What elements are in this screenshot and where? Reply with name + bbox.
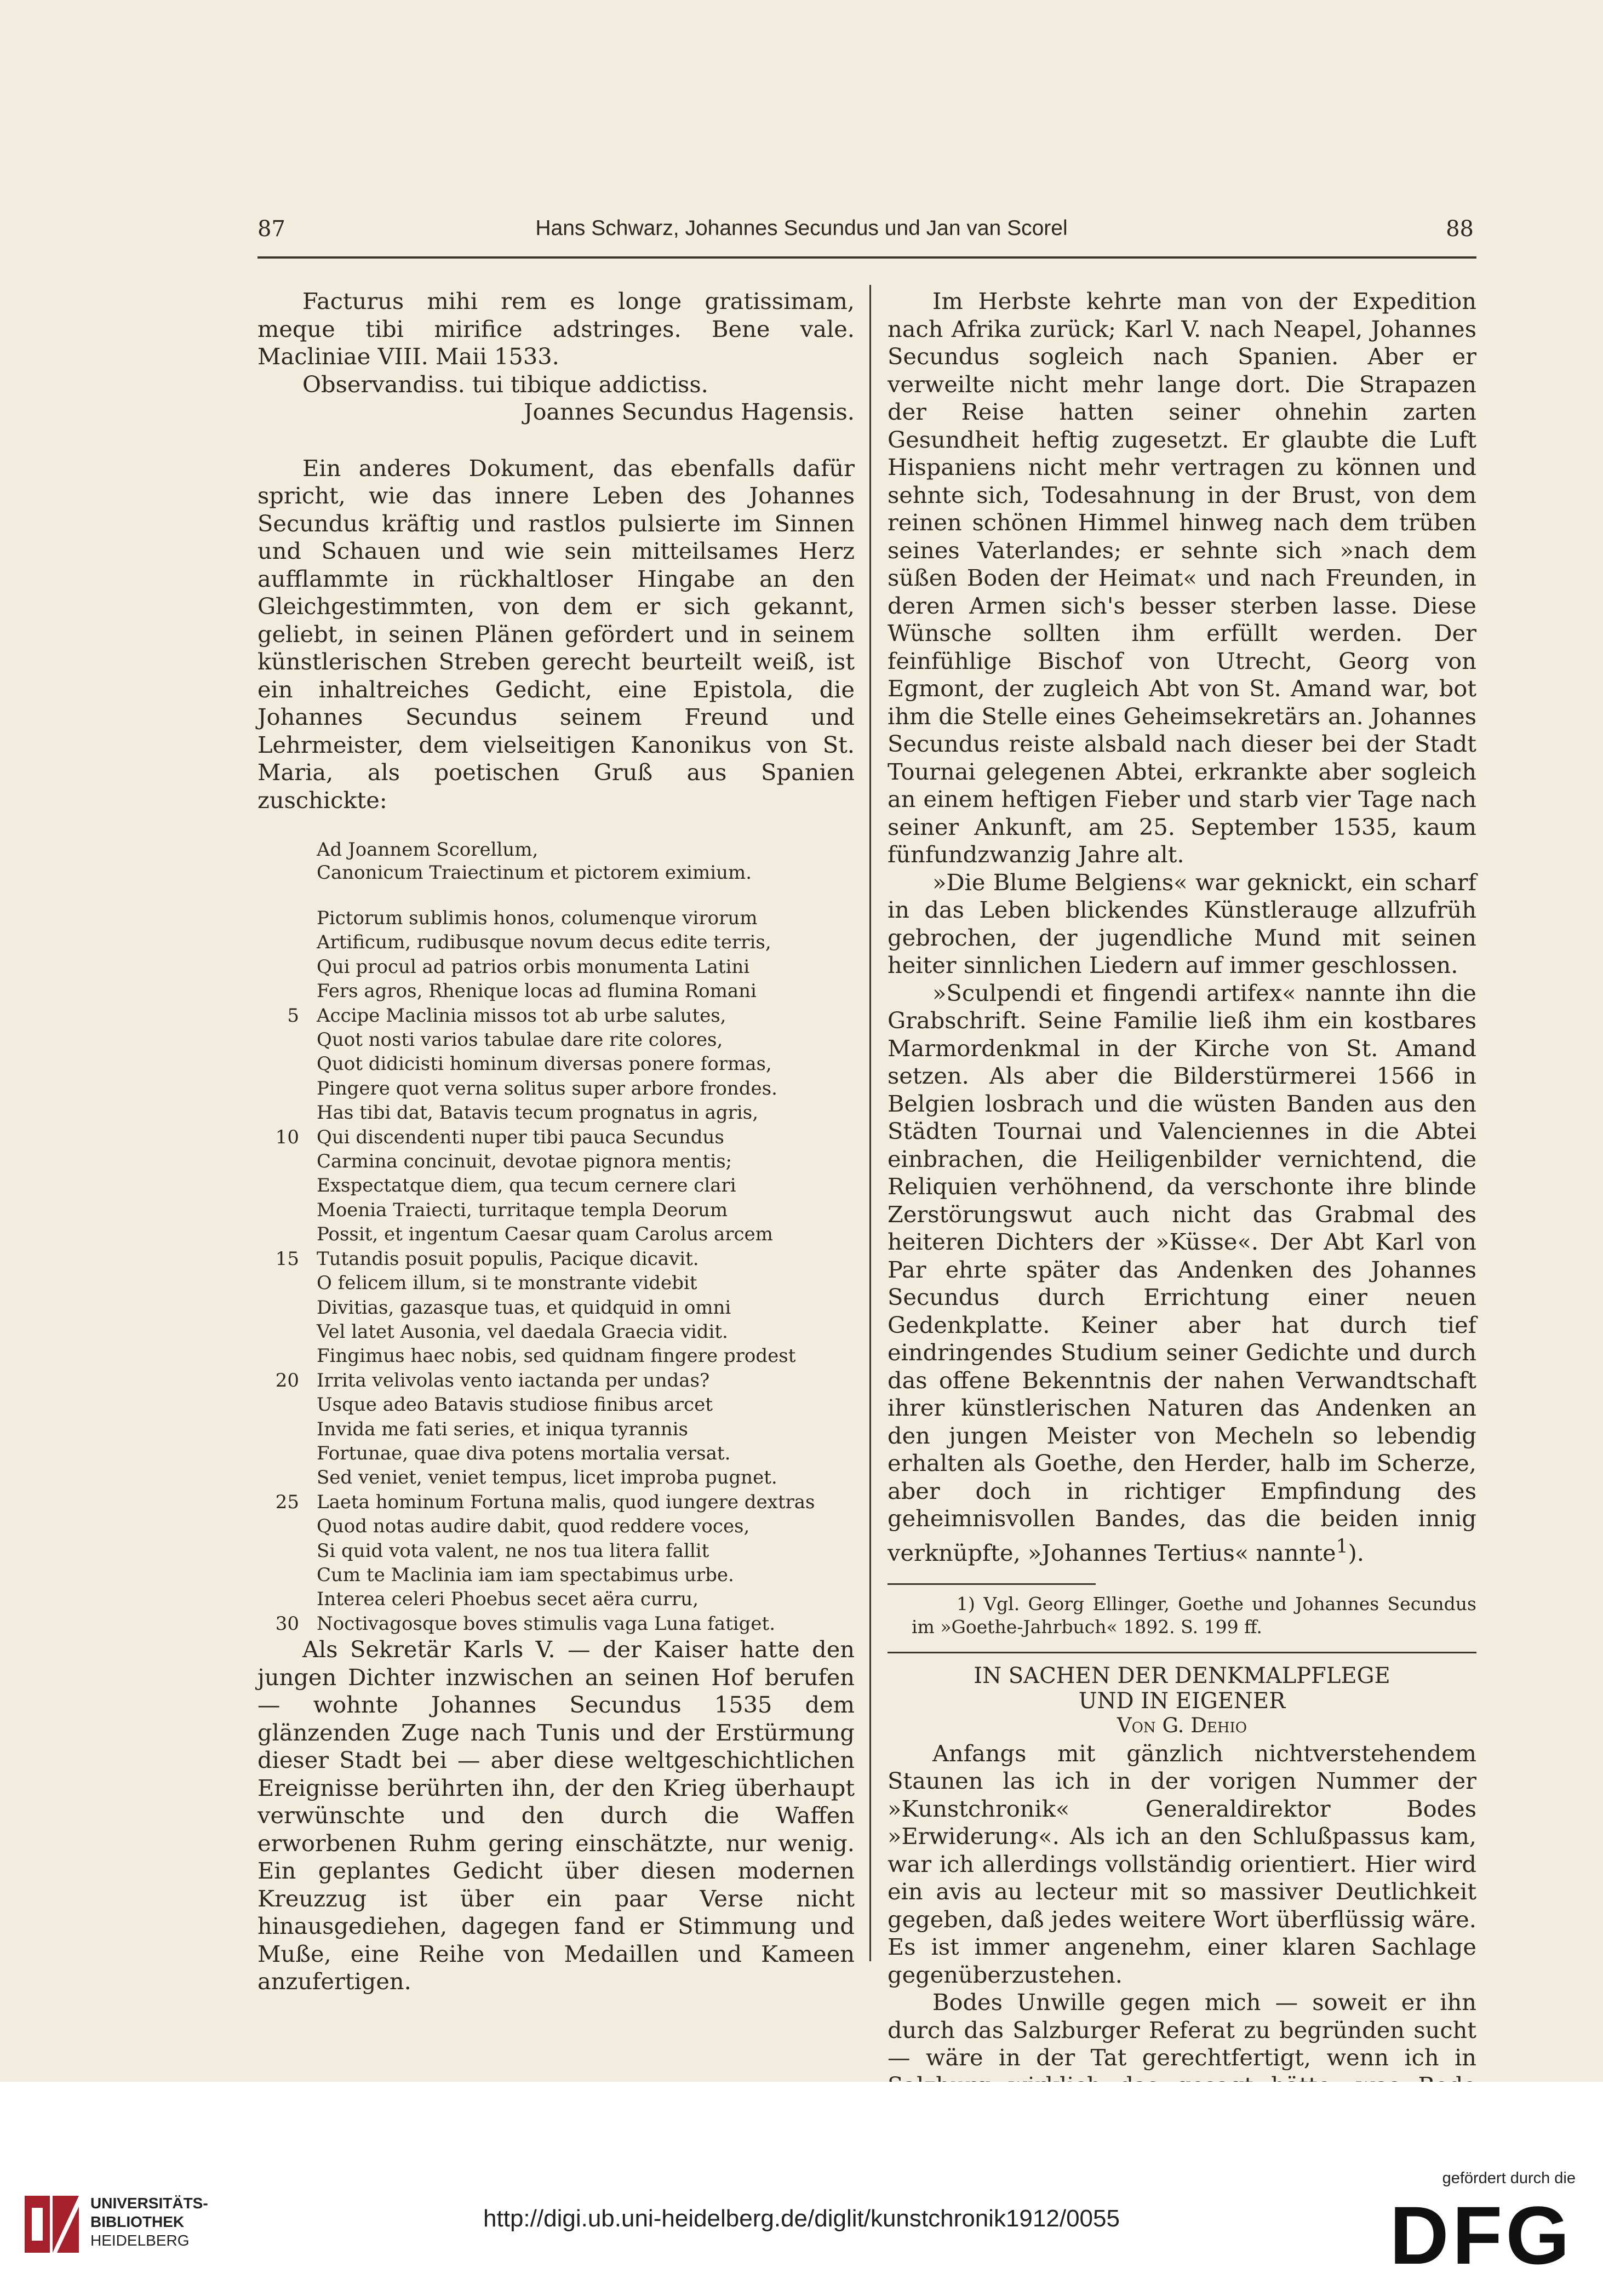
poem-line [257,1539,855,1563]
poem-line [257,1612,855,1636]
funded-by-label: gefördert durch die [1442,2169,1576,2187]
line-number [257,1417,317,1441]
letter-closing: Facturus mihi rem es longe gratissimam, meque tibi mirifice adstringes. Bene vale. Macliniae VIII. Maii 1533. [257,288,855,370]
verse-text: Possit, et ingentum Caesar quam Carolus arcem [317,1223,773,1246]
verse-text: Artificum, rudibusque novum decus edite terris, [317,931,771,954]
letter-signature: Joannes Secundus Hagensis. [523,398,855,425]
verse-text: Quot nosti varios tabulae dare rite colores, [317,1029,723,1051]
column-divider [869,285,871,1961]
line-number [257,955,317,979]
paragraph: Ein anderes Dokument, das ebenfalls dafür spricht, wie das innere Leben des Johannes Secundus kräftig und rastlos pulsierte im Sinnen und Schauen und wie sein mitteilsames Herz aufflammte in rückhaltloser Hingabe an den Gleichgestimmten, von dem er sich gekannt, geliebt, in seinen Plänen gefördert und in seinem künstlerischen Streben gerecht beurteilt weiß, ist ein inhaltreiches Gedicht, eine Epistola, die Johannes Secundus seinem Freund und Lehrmeister, dem vielseitigen Kanonikus von St. Maria, als poetischen Gruß aus Spanien zuschickte: [257,454,855,814]
verse-text: Moenia Traiecti, turritaque templa Deorum [317,1199,728,1221]
poem-line [257,955,855,979]
line-number: 5 [287,1004,299,1027]
verse-text: Sed veniet, veniet tempus, licet improba pugnet. [317,1467,777,1489]
library-name-line: HEIDELBERG [90,2232,190,2249]
verse-text: Pictorum sublimis honos, columenque virorum [317,907,758,929]
verse-text: Usque adeo Batavis studiose finibus arcet [317,1394,713,1416]
line-number [257,1077,317,1101]
line-number [257,1149,317,1173]
line-number [257,1271,317,1295]
page-number-left: 87 [257,216,285,242]
verse-text: Laeta hominum Fortuna malis, quod iungere dextras [317,1491,815,1513]
poem-line [257,1247,855,1271]
line-number [257,1514,317,1538]
poem-line [257,1320,855,1344]
paragraph [888,980,1476,1567]
line-number [257,1563,317,1587]
poem-address [317,838,855,884]
line-number [257,979,317,1003]
article-title: IN SACHEN DER DENKMALPFLEGE [974,1663,1390,1688]
poem [257,906,855,1636]
poem-line [257,1198,855,1222]
verse-text: Divitias, gazasque tuas, et quidquid in omni [317,1296,731,1319]
poem-line [257,1490,855,1514]
verse-text: Irrita velivolas vento iactanda per undas? [317,1369,710,1392]
letter-salutation: Observandiss. tui tibique addictiss. [302,370,708,398]
line-number: 10 [275,1126,299,1148]
line-number [257,1052,317,1076]
article-title-line-2: UND IN EIGENER [1078,1688,1286,1714]
paragraph: Im Herbste kehrte man von der Expedition nach Afrika zurück; Karl V. nach Neapel, Johannes Secundus sogleich nach Spanien. Aber er verweilte nicht mehr lange dort. Die Strapazen der Reise hatten seiner ohnehin zarten Gesundheit heftig zugesetzt. Er glaubte die Luft Hispaniens nicht mehr vertragen zu können und sehnte sich, Todesahnung in der Brust, von dem reinen schönen Himmel hinweg nach dem trüben seines Vaterlandes; er sehnte sich »nach dem süßen Boden der Heimat« und nach Freunden, in deren Armen sich's besser sterben lasse. Diese Wünsche sollten ihm erfüllt werden. Der feinfühlige Bischof von Utrecht, Georg von Egmont, der zugleich Abt von St. Amand war, bot ihm die Stelle eines Geheimsekretärs an. Johannes Secundus reiste alsbald nach dieser bei der Stadt Tournai gelegenen Abtei, erkrankte aber sogleich an einem heftigen Fieber und starb vier Tage nach seiner Ankunft, am 25. September 1535, kaum fünfundzwanzig Jahre alt. [888,288,1476,868]
address-line: Canonicum Traiectinum et pictorem eximium. [317,862,752,884]
line-number [257,1320,317,1344]
verse-text: Qui discendenti nuper tibi pauca Secundus [317,1126,724,1148]
poem-line [257,1514,855,1538]
verse-text: Fers agros, Rhenique locas ad flumina Romani [317,980,757,1003]
line-number: 15 [275,1247,299,1270]
line-number [257,1173,317,1198]
verse-text: Noctivagosque boves stimulis vaga Luna fatiget. [317,1612,776,1635]
poem-line [257,1563,855,1587]
verse-text: Carmina concinuit, devotae pignora mentis; [317,1150,732,1173]
poem-line [257,1052,855,1076]
poem-line [257,1369,855,1393]
line-number [257,930,317,954]
paragraph: Bodes Unwille gegen mich — soweit er ihn durch das Salzburger Referat zu begründen sucht — wäre in der Tat gerechtfertigt, wenn ich in [888,1989,1476,2071]
line-number [257,1296,317,1320]
verse-text: Tutandis posuit populis, Pacique dicavit. [317,1247,699,1270]
line-number [257,1539,317,1563]
poem-line [257,979,855,1003]
poem-line [257,1271,855,1295]
poem-line [257,906,855,930]
address-line: Ad Joannem Scorellum, [317,839,539,861]
poem-line [257,1344,855,1368]
verse-text: Fortunae, quae diva potens mortalia versat. [317,1442,731,1464]
library-name-line: UNIVERSITÄTS- [90,2195,208,2212]
poem-line [257,1004,855,1028]
poem-line [257,1101,855,1125]
poem-line [257,1465,855,1490]
poem-line [257,930,855,954]
verse-text: Has tibi dat, Batavis tecum prognatus in agris, [317,1102,759,1124]
paragraph-end: ). [1348,1539,1364,1566]
section-rule [888,1652,1476,1653]
poem-line [257,1441,855,1465]
article-author: Von G. Dehio [1117,1713,1247,1737]
poem-line [257,1149,855,1173]
poem-line [257,1296,855,1320]
page-number-right: 88 [1446,216,1474,242]
poem-line [257,1587,855,1611]
verse-text: Invida me fati series, et iniqua tyrannis [317,1418,688,1440]
poem-line [257,1173,855,1198]
footnote-rule [888,1583,1096,1585]
verse-text: Quod notas audire dabit, quod reddere voces, [317,1515,750,1538]
verse-text: Qui procul ad patrios orbis monumenta Latini [317,955,750,978]
verse-text: Quot didicisti hominum diversas ponere formas, [317,1053,772,1075]
line-number [257,1393,317,1417]
line-number: 20 [275,1369,299,1392]
library-name-line: BIBLIOTHEK [90,2213,185,2230]
poem-line [257,1077,855,1101]
spacer [257,426,855,455]
line-number [257,1028,317,1052]
running-title: Hans Schwarz, Johannes Secundus und Jan van Scorel [535,216,1068,240]
verse-text: Accipe Maclinia missos tot ab urbe salutes, [317,1004,726,1027]
line-number [257,906,317,930]
line-number: 30 [275,1612,299,1635]
verse-text: Pingere quot verna solitus super arbore frondes. [317,1077,777,1100]
poem-line [257,1393,855,1417]
verse-text: Interea celeri Phoebus secet aëra curru, [317,1588,699,1611]
paragraph: Als Sekretär Karls V. — der Kaiser hatte den jungen Dichter inzwischen an seinen Hof berufen — wohnte Johannes Secundus 1535 dem glänzenden Zuge nach Tunis und der Erstürmung dieser Stadt bei — aber diese weltgeschichtlichen Ereignisse berührten ihn, der den Krieg überhaupt verwünschte und den durch die Waffen erworbenen Ruhm gering einschätzte, nur wenig. Ein geplantes Gedicht über diesen modernen Kreuzzug ist über ein paar Verse nicht hinausgediehen, dagegen fand er Stimmung und Muße, eine Reihe von Medaillen und Kameen anzufertigen. [257,1636,855,1995]
line-number: 25 [275,1491,299,1513]
footnote: 1) Vgl. Georg Ellinger, Goethe und Johannes Secundus im »Goethe-Jahrbuch« 1892. S. 199 ff. [912,1593,1476,1637]
poem-line [257,1028,855,1052]
footer-bar [0,2082,1603,2296]
verse-text: Cum te Maclinia iam iam spectabimus urbe. [317,1564,734,1586]
poem-line [257,1222,855,1246]
footnote-marker: 1 [1336,1535,1348,1558]
left-column [257,288,855,1996]
poem-line [257,1125,855,1149]
line-number [257,1222,317,1246]
line-number [257,1344,317,1368]
paragraph: Anfangs mit gänzlich nichtverstehendem Staunen las ich in der vorigen Nummer der »Kunstchronik« Generaldirektor Bodes »Erwiderung«. Als ich an den Schlußpassus kam, war ich allerdings vollständig orientiert. Hier wird ein avis au lecteur mit so massiver Deutlichkeit gegeben, daß jedes weitere Wort überflüssig wäre. Es ist immer angenehm, einer klaren Sachlage gegenüberzustehen. [888,1739,1476,1988]
paragraph-text: »Sculpendi et fingendi artifex« nannte ihn die Grabschrift. Seine Familie ließ ihm ein kostbares Marmordenkmal in der Kirche von St. Amand setzen. Als aber die Bilderstürmerei 1566 in Belgien losbrach und die wüsten Banden aus den Städten Tournai und Valenciennes in die Abtei einbrachen, die Heiligenbilder vernichtend, die Reliquien verhöhnend, da verschonte ihre blinde Zerstörungswut auch nicht das Grabmal des heiteren Dichters der »Küsse«. Der Abt Karl von Par ehrte später das Andenken des Johannes Secundus durch Errichtung einer neuen Gedenkplatte. Keiner aber hat durch tief eindringendes Studium seiner Gedichte und durch das offene Bekenntnis der nahen Verwandtschaft ihrer künstlerischen Naturen das Andenken an den jungen Meister von Mecheln so lebendig erhalten als Goethe, den Herder, halb im Scherze, aber doch in richtiger Empfindung des geheimnisvollen Bandes, das die beiden innig verknüpfte, »Johannes Tertius« nannte [888,979,1476,1566]
paragraph: »Die Blume Belgiens« war geknickt, ein scharf in das Leben blickendes Künstlerauge allzufrüh gebrochen, der jugendliche Mund mit seinen heiter sinnlichen Liedern auf immer geschlossen. [888,868,1476,978]
header-rule [257,256,1476,259]
line-number [257,1465,317,1490]
verse-text: Exspectatque diem, qua tecum cernere clari [317,1175,736,1197]
verse-text: Fingimus haec nobis, sed quidnam fingere prodest [317,1345,796,1367]
verse-text: Si quid vota valent, ne nos tua litera fallit [317,1539,709,1562]
right-column [888,288,1476,2155]
verse-text: O felicem illum, si te monstrante videbit [317,1272,697,1295]
line-number [257,1587,317,1611]
line-number [257,1198,317,1222]
verse-text: Vel latet Ausonia, vel daedala Graecia vidit. [317,1320,728,1343]
source-url-link[interactable]: http://digi.ub.uni-heidelberg.de/diglit/kunstchronik1912/0055 [483,2205,1120,2232]
line-number [257,1441,317,1465]
dfg-logo: DFG [1389,2189,1573,2281]
poem-line [257,1417,855,1441]
line-number [257,1101,317,1125]
